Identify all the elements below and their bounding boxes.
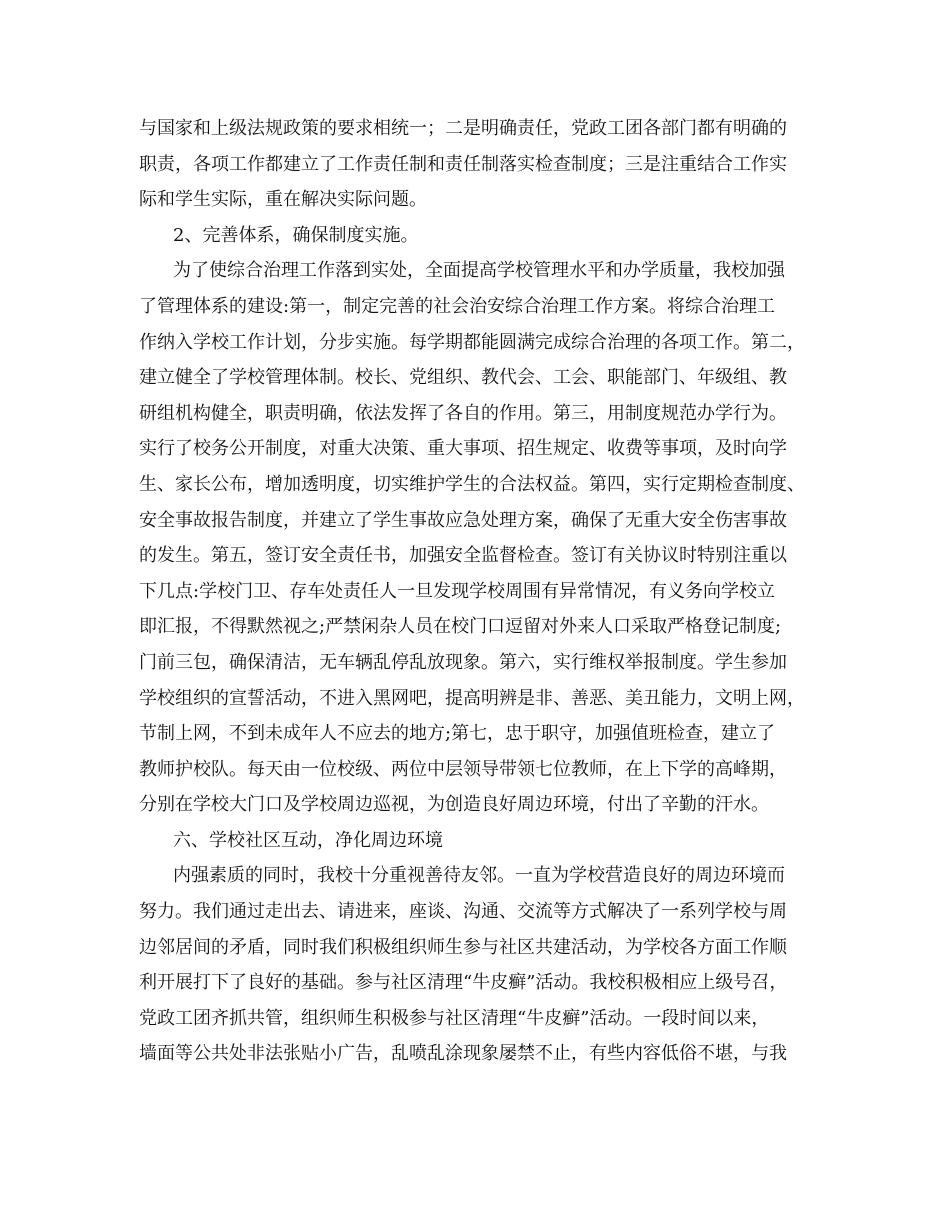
text-line: 职责，各项工作都建立了工作责任制和责任制落实检查制度；三是注重结合工作实 [139,153,787,175]
text-line: 生、家长公布，增加透明度，切实维护学生的合法权益。第四，实行定期检查制度、 [139,473,805,495]
text-line: 实行了校务公开制度，对重大决策、重大事项、招生规定、收费等事项，及时向学 [139,438,787,460]
text-line: 2、完善体系，确保制度实施。 [173,224,419,246]
text-line: 分别在学校大门口及学校周边巡视，为创造良好周边环境，付出了辛勤的汗水。 [139,794,769,816]
text-line: 党政工团齐抓共管，组织师生积极参与社区清理“牛皮癣”活动。一段时间以来， [139,1007,770,1029]
text-line: 为了使综合治理工作落到实处，全面提高学校管理水平和办学质量，我校加强 [173,260,785,282]
text-line: 努力。我们通过走出去、请进来，座谈、沟通、交流等方式解决了一系列学校与周 [139,901,787,923]
text-line: 际和学生实际，重在解决实际问题。 [139,189,427,211]
text-line: 利开展打下了良好的基础。参与社区清理“牛皮癣”活动。我校积极相应上级号召， [139,972,788,994]
text-line: 墙面等公共处非法张贴小广告，乱喷乱涂现象屡禁不止，有些内容低俗不堪，与我 [139,1043,787,1065]
text-line: 的发生。第五，签订安全责任书，加强安全监督检查。签订有关协议时特别注重以 [139,545,787,567]
text-line: 内强素质的同时，我校十分重视善待友邻。一直为学校营造良好的周边环境而 [173,865,785,887]
text-line: 建立健全了学校管理体制。校长、党组织、教代会、工会、职能部门、年级组、教 [139,367,787,389]
text-line: 教师护校队。每天由一位校级、两位中层领导带领七位教师，在上下学的高峰期， [139,758,787,780]
text-line: 学校组织的宣誓活动，不进入黑网吧，提高明辨是非、善恶、美丑能力，文明上网， [139,687,805,709]
text-line: 了管理体系的建设:第一，制定完善的社会治安综合治理工作方案。将综合治理工 [139,295,776,317]
text-line: 下几点:学校门卫、存车处责任人一旦发现学校周围有异常情况，有义务向学校立 [139,580,776,602]
text-line: 门前三包，确保清洁，无车辆乱停乱放现象。第六，实行维权举报制度。学生参加 [139,651,787,673]
text-line: 边邻居间的矛盾，同时我们积极组织师生参与社区共建活动，为学校各方面工作顺 [139,936,787,958]
text-line: 节制上网，不到未成年人不应去的地方;第七，忠于职守，加强值班检查，建立了 [139,723,776,745]
text-line: 安全事故报告制度，并建立了学生事故应急处理方案，确保了无重大安全伤害事故 [139,509,787,531]
document-body [139,111,839,1072]
text-line: 即汇报，不得默然视之;严禁闲杂人员在校门口逗留对外来人口采取严格登记制度; [139,616,782,638]
text-line: 与国家和上级法规政策的要求相统一；二是明确责任，党政工团各部门都有明确的 [139,118,787,139]
text-line: 六、学校社区互动，净化周边环境 [173,829,443,851]
text-line: 研组机构健全，职责明确，依法发挥了各自的作用。第三，用制度规范办学行为。 [139,402,787,424]
text-line: 作纳入学校工作计划，分步实施。每学期都能圆满完成综合治理的各项工作。第二， [139,331,805,353]
